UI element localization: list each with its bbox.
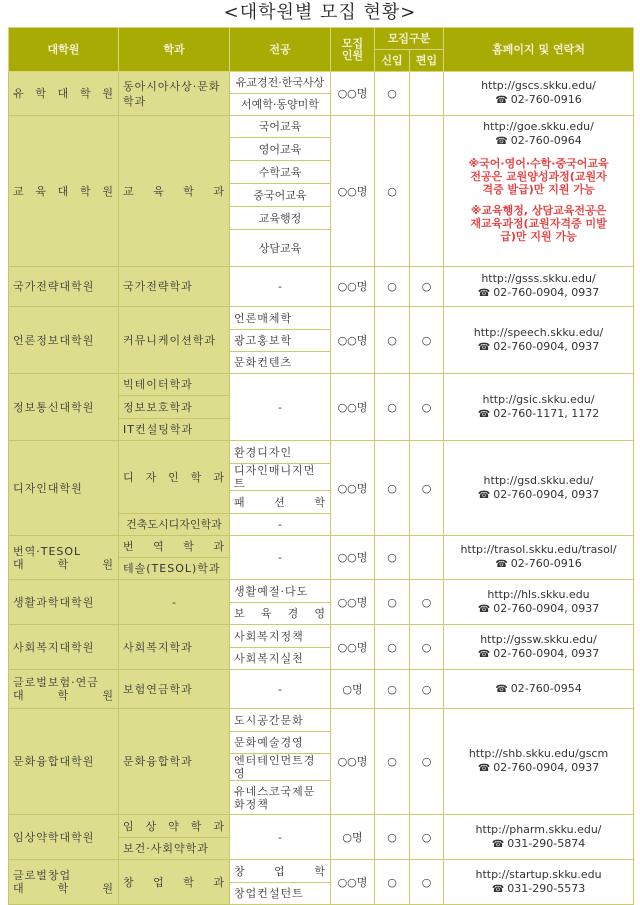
homepage-link[interactable]: http://speech.skku.edu/ [473, 325, 604, 339]
transfer-admission-mark-text: ○ [421, 400, 432, 414]
table-row [9, 815, 634, 838]
transfer-admission-mark-text: ○ [421, 640, 432, 654]
contact-info [444, 116, 634, 267]
dept-name-text: IT컨설팅학과 [123, 423, 194, 436]
major-name [230, 670, 331, 709]
phone-line [444, 93, 633, 108]
contact-info [444, 709, 634, 815]
major-name-text: 광고홍보학 [234, 334, 293, 347]
transfer-admission-mark [410, 267, 444, 307]
new-admission-mark [375, 72, 410, 116]
transfer-admission-mark [410, 307, 444, 374]
quota-count-text: ○○명 [337, 280, 368, 293]
school-name-line: 대 학 원 [13, 689, 114, 702]
phone-line [444, 340, 633, 355]
dept-name [119, 580, 230, 625]
dept-name-text: 디 자 인 학 과 [123, 470, 225, 484]
quota-count [331, 860, 375, 905]
homepage-link[interactable]: http://hls.skku.edu [487, 587, 590, 601]
table-row [9, 307, 634, 330]
major-name [230, 330, 331, 352]
dept-name-text: 창 업 학 과 [123, 875, 225, 889]
school-name [9, 267, 119, 307]
school-name [9, 307, 119, 374]
transfer-admission-mark [410, 536, 444, 580]
school-name-text: 유 학 대 학 원 [13, 87, 114, 100]
quota-count-text: ○명 [342, 682, 363, 696]
dept-name [119, 709, 230, 815]
phone-icon: ☎ [477, 489, 491, 501]
quota-count [331, 625, 375, 670]
header-dept: 학과 [119, 28, 230, 72]
dept-name [119, 815, 230, 838]
major-name-text: 창 업 학 [234, 864, 326, 878]
dept-name-text: 정보보호학과 [123, 400, 193, 414]
major-name [230, 116, 331, 138]
new-admission-mark [375, 580, 410, 625]
quota-count [331, 267, 375, 307]
major-name-text: - [278, 518, 282, 531]
major-name-text: - [278, 280, 282, 293]
contact-info [444, 625, 634, 670]
header-transfer: 편입 [410, 50, 444, 72]
dept-name [119, 860, 230, 905]
quota-count-text: ○○명 [337, 87, 368, 100]
transfer-admission-mark-text: ○ [421, 875, 432, 889]
major-name [230, 352, 331, 374]
contact-info [444, 307, 634, 374]
new-admission-mark [375, 625, 410, 670]
new-admission-mark-text: ○ [387, 875, 397, 889]
dept-name-text: 사회복지학과 [123, 640, 193, 654]
page-title: <대학원별 모집 현황> [223, 2, 417, 23]
table-row [9, 625, 634, 648]
transfer-admission-mark-text: ○ [421, 682, 432, 696]
transfer-admission-mark [410, 670, 444, 709]
major-name-text: - [278, 551, 282, 564]
major-name [230, 307, 331, 330]
transfer-admission-mark-text: ○ [421, 755, 432, 768]
major-name [230, 72, 331, 94]
phone-number: 02-760-0904, 0937 [493, 761, 600, 774]
quota-count [331, 441, 375, 536]
new-admission-mark-text: ○ [387, 481, 397, 495]
phone-number: 02-760-0904, 0937 [493, 601, 600, 615]
dept-name-text: 테솔(TESOL)학과 [123, 562, 221, 575]
transfer-admission-mark [410, 625, 444, 670]
transfer-admission-mark [410, 860, 444, 905]
school-name-text: 디자인대학원 [13, 481, 83, 495]
transfer-admission-mark [410, 580, 444, 625]
dept-name [119, 419, 230, 441]
major-name-text: 문화예술경영 [234, 736, 304, 749]
phone-line [444, 407, 633, 422]
recruitment-table [8, 27, 634, 905]
contact-info [444, 860, 634, 905]
phone-icon: ☎ [477, 763, 491, 774]
phone-icon: ☎ [477, 341, 491, 353]
transfer-admission-mark-text: ○ [421, 333, 432, 347]
major-name-text: 서예학·동양미학 [241, 98, 319, 111]
notice-text: ※국어·영어·수학·중국어교육 전공은 교원양성과정(교원자격증 발급)만 지원 가능 [468, 157, 609, 196]
dept-name-text: 보건·사회약학과 [123, 842, 209, 855]
school-name [9, 441, 119, 536]
new-admission-mark-text: ○ [387, 640, 397, 654]
phone-icon: ☎ [491, 883, 505, 895]
new-admission-mark-text: ○ [387, 400, 397, 414]
major-name [230, 138, 331, 161]
new-admission-mark-text: ○ [387, 87, 397, 100]
dept-name [119, 307, 230, 374]
major-name [230, 491, 331, 514]
phone-icon: ☎ [495, 559, 508, 570]
phone-line [444, 286, 633, 301]
new-admission-mark-text: ○ [387, 280, 397, 293]
major-name-text: 패 션 학 [234, 495, 326, 509]
phone-icon: ☎ [491, 838, 505, 850]
dept-name [119, 536, 230, 558]
homepage-link[interactable]: http://gsss.skku.edu/ [481, 272, 596, 285]
major-name [230, 267, 331, 307]
dept-name [119, 558, 230, 580]
major-name-text: - [278, 400, 282, 414]
quota-count-text: ○○명 [337, 551, 368, 564]
header-quota [331, 28, 375, 72]
notice-text: ※교육행정, 상담교육전공은 재교육과정(교원자격증 미발급)만 지원 가능 [470, 204, 607, 243]
contact-info [444, 441, 634, 536]
transfer-admission-mark-text: ○ [421, 830, 432, 844]
major-name-text: 상담교육 [258, 241, 302, 255]
new-admission-mark [375, 441, 410, 536]
table-row [9, 536, 634, 558]
table-row [9, 670, 634, 709]
table-row [9, 860, 634, 883]
major-name [230, 536, 331, 580]
major-name [230, 161, 331, 184]
school-name [9, 580, 119, 625]
contact-info [444, 670, 634, 709]
quota-count [331, 72, 375, 116]
phone-number: 031-290-5874 [507, 836, 586, 850]
major-name-text: 언론매체학 [234, 311, 293, 325]
phone-number: 02-760-0904, 0937 [493, 487, 600, 501]
major-name [230, 732, 331, 754]
new-admission-mark-text: ○ [387, 551, 397, 564]
phone-line [444, 134, 633, 149]
homepage-link[interactable]: http://trasol.skku.edu/trasol/ [460, 543, 617, 556]
phone-icon: ☎ [477, 408, 491, 420]
transfer-admission-mark-text: ○ [421, 481, 432, 495]
new-admission-mark-text: ○ [387, 830, 397, 844]
quota-count [331, 116, 375, 267]
quota-count [331, 374, 375, 441]
phone-number: 02-760-0954 [510, 681, 582, 695]
school-name [9, 625, 119, 670]
major-name-text: 사회복지정책 [234, 629, 304, 643]
phone-icon: ☎ [495, 683, 508, 695]
school-name [9, 374, 119, 441]
quota-count-text: ○○명 [337, 875, 368, 889]
major-name-text: 환경디자인 [234, 445, 293, 459]
new-admission-mark-text: ○ [387, 333, 397, 347]
major-name [230, 184, 331, 207]
homepage-link[interactable]: http://gscs.skku.edu/ [481, 79, 596, 92]
phone-line [444, 488, 633, 503]
dept-name-text: 커뮤니케이션학과 [123, 333, 217, 347]
header-quota-label: 모집인원 [341, 36, 364, 62]
major-name [230, 514, 331, 536]
homepage-link[interactable]: http://startup.skku.edu [475, 867, 602, 881]
major-name-text: - [278, 830, 282, 844]
dept-name-text: 임 상 약 학 과 [123, 819, 225, 833]
transfer-admission-mark [410, 441, 444, 536]
major-name-text: 디자인매니지먼트 [234, 464, 316, 490]
contact-info [444, 815, 634, 860]
major-name [230, 648, 331, 670]
phone-line [444, 682, 633, 697]
header-type-group: 모집구분 [375, 28, 444, 50]
major-name-text: - [278, 682, 282, 696]
school-name [9, 709, 119, 815]
major-name [230, 815, 331, 860]
major-name-text: 중국어교육 [253, 188, 307, 202]
school-name [9, 116, 119, 267]
contact-info [444, 374, 634, 441]
phone-icon: ☎ [495, 136, 508, 147]
major-name [230, 860, 331, 883]
transfer-admission-mark-text: ○ [421, 595, 432, 609]
quota-count-text: ○○명 [337, 184, 368, 198]
phone-line [444, 602, 633, 617]
table-row [9, 116, 634, 138]
quota-count-text: ○○명 [337, 481, 368, 495]
table-row [9, 72, 634, 94]
dept-name-text: - [172, 595, 176, 609]
transfer-admission-mark [410, 72, 444, 116]
major-name [230, 754, 331, 781]
table-row [9, 441, 634, 464]
major-name-text: 도시공간문화 [234, 713, 304, 727]
header-major: 전공 [230, 28, 331, 72]
major-name [230, 709, 331, 732]
major-name [230, 374, 331, 441]
new-admission-mark [375, 860, 410, 905]
major-name-text: 생활예절·다도 [234, 584, 309, 598]
transfer-admission-mark [410, 374, 444, 441]
homepage-link[interactable]: http://goe.skku.edu/ [483, 120, 594, 133]
school-name-text: 교 육 대 학 원 [13, 184, 114, 198]
major-name [230, 883, 331, 905]
dept-name [119, 441, 230, 514]
school-name-text: 정보통신대학원 [13, 400, 95, 414]
quota-count [331, 536, 375, 580]
transfer-admission-mark-text: ○ [421, 280, 432, 293]
transfer-admission-mark [410, 709, 444, 815]
phone-icon: ☎ [477, 288, 491, 299]
major-name [230, 625, 331, 648]
major-name-text: 창업컨설턴트 [234, 887, 304, 900]
major-name-text: 국어교육 [258, 120, 302, 133]
phone-number: 02-760-0904, 0937 [493, 339, 600, 353]
school-name-text: 문화융합대학원 [13, 755, 95, 768]
school-name-line: 글로벌창업 [13, 869, 72, 882]
new-admission-mark-text: ○ [387, 682, 397, 696]
new-admission-mark-text: ○ [387, 595, 397, 609]
quota-count-text: ○○명 [337, 595, 368, 609]
quota-count-text: ○○명 [337, 333, 368, 347]
header-new: 신입 [375, 50, 410, 72]
major-name [230, 603, 331, 625]
new-admission-mark [375, 307, 410, 374]
major-name-text: 문화컨텐츠 [234, 356, 293, 369]
dept-name [119, 116, 230, 267]
header-school: 대학원 [9, 28, 119, 72]
phone-line [444, 882, 633, 897]
dept-name-text: 국가전략학과 [123, 280, 193, 293]
quota-count-text: ○○명 [337, 640, 368, 654]
phone-icon: ☎ [477, 648, 491, 660]
school-name-text: 생활과학대학원 [13, 595, 95, 609]
table-row [9, 709, 634, 732]
major-name-text: 수학교육 [258, 165, 302, 179]
transfer-admission-mark [410, 116, 444, 267]
phone-line [444, 647, 633, 662]
phone-number: 02-760-0916 [510, 557, 582, 570]
major-name [230, 464, 331, 491]
phone-line [444, 557, 633, 572]
dept-name [119, 514, 230, 536]
school-name-text: 사회복지대학원 [13, 640, 95, 654]
phone-number: 02-760-1171, 1172 [493, 406, 600, 420]
quota-count-text: ○명 [342, 830, 363, 844]
dept-name [119, 72, 230, 116]
dept-name-text: 동아시아사상·문화학과 [123, 79, 221, 108]
homepage-link[interactable]: http://pharm.skku.edu/ [475, 822, 602, 836]
major-name [230, 580, 331, 603]
phone-number: 02-760-0916 [510, 93, 582, 106]
new-admission-mark [375, 709, 410, 815]
new-admission-mark [375, 116, 410, 267]
homepage-link[interactable]: http://gsic.skku.edu/ [482, 392, 595, 406]
phone-line [444, 761, 633, 776]
major-name [230, 207, 331, 230]
major-name-text: 유네스코국제문화정책 [234, 784, 316, 811]
school-name-line: 대 학 원 [13, 557, 114, 571]
homepage-link[interactable]: http://gssw.skku.edu/ [480, 632, 597, 646]
dept-name-text: 건축도시디자인학과 [126, 518, 222, 531]
header-contact: 홈페이지 및 연락처 [444, 28, 634, 72]
dept-name [119, 838, 230, 860]
school-name-line: 글로벌보험·연금 [13, 676, 99, 689]
contact-info [444, 267, 634, 307]
new-admission-mark-text: ○ [387, 184, 397, 198]
table-row [9, 580, 634, 603]
dept-name-text: 빅테이터학과 [123, 378, 193, 391]
school-name-line: 대 학 원 [13, 882, 114, 895]
new-admission-mark [375, 815, 410, 860]
school-name [9, 860, 119, 905]
quota-count [331, 815, 375, 860]
quota-count [331, 307, 375, 374]
transfer-admission-mark [410, 815, 444, 860]
school-name-text: 언론정보대학원 [13, 333, 95, 347]
phone-icon: ☎ [495, 95, 508, 106]
phone-icon: ☎ [477, 603, 491, 615]
quota-count-text: ○○명 [337, 755, 368, 768]
phone-number: 02-760-0904, 0937 [493, 286, 600, 299]
dept-name [119, 625, 230, 670]
dept-name [119, 670, 230, 709]
major-name [230, 230, 331, 267]
homepage-link[interactable]: http://shb.skku.edu/gscm [468, 747, 609, 760]
major-name [230, 94, 331, 116]
contact-info [444, 72, 634, 116]
quota-count [331, 580, 375, 625]
major-name-text: 교육행정 [258, 211, 302, 225]
new-admission-mark [375, 374, 410, 441]
school-name [9, 815, 119, 860]
quota-count-text: ○○명 [337, 400, 368, 414]
phone-number: 031-290-5573 [507, 881, 586, 895]
new-admission-mark [375, 536, 410, 580]
phone-number: 02-760-0964 [510, 134, 582, 147]
contact-info [444, 536, 634, 580]
homepage-link[interactable]: http://gsd.skku.edu/ [483, 473, 594, 487]
school-name [9, 670, 119, 709]
major-name-text: 보 육 경 영 [234, 607, 326, 620]
major-name-text: 사회복지실천 [234, 652, 304, 665]
dept-name [119, 374, 230, 396]
dept-name-text: 번 역 학 과 [123, 540, 225, 553]
major-name [230, 441, 331, 464]
school-name-text: 임상약학대학원 [13, 830, 95, 844]
dept-name [119, 396, 230, 419]
phone-number: 02-760-0904, 0937 [493, 646, 600, 660]
dept-name [119, 267, 230, 307]
new-admission-mark [375, 267, 410, 307]
dept-name-text: 교 육 학 과 [123, 184, 225, 198]
quota-count [331, 670, 375, 709]
dept-name-text: 문화융합학과 [123, 755, 193, 768]
table-row [9, 374, 634, 396]
major-name-text: 유교경전·한국사상 [235, 76, 325, 89]
school-name [9, 72, 119, 116]
school-name-text: 국가전략대학원 [13, 280, 95, 293]
dept-name-text: 보험연금학과 [123, 682, 193, 696]
major-name-text: 엔터테인먼트경영 [234, 754, 316, 780]
contact-info [444, 580, 634, 625]
new-admission-mark-text: ○ [387, 755, 397, 768]
major-name-text: 영어교육 [258, 142, 302, 156]
school-name-line: 번역·TESOL [13, 544, 82, 558]
table-row [9, 267, 634, 307]
major-name [230, 781, 331, 815]
quota-count [331, 709, 375, 815]
school-name [9, 536, 119, 580]
new-admission-mark [375, 670, 410, 709]
phone-line [444, 837, 633, 852]
